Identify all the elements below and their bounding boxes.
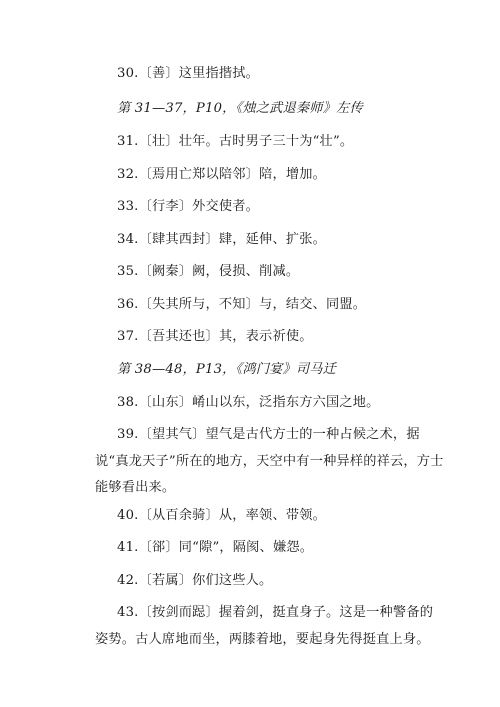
note-33: 33.〔行李〕外交使者。 (117, 199, 260, 214)
section-heading-31-37: 第 31—37，P10，《烛之武退秦师》左传 (117, 101, 363, 116)
note-30: 30.〔善〕这里指揩拭。 (117, 66, 260, 81)
note-31: 31.〔壮〕壮年。古时男子三十为“壮”。 (117, 134, 354, 149)
note-42: 42.〔若属〕你们这些人。 (117, 573, 273, 588)
note-39: 39.〔望其气〕望气是古代方士的一种占候之术，据说“真龙天子”所在的地方，天空中有一种异样的祥云，方士能够看出来。 (95, 427, 444, 495)
note-36: 36.〔失其所与，不知〕与，结交、同盟。 (117, 297, 367, 312)
section-heading-38-48: 第 38—48，P13，《鸿门宴》司马迁 (117, 362, 337, 377)
note-34: 34.〔肆其西封〕肆，延伸、扩张。 (117, 232, 326, 247)
note-41: 41.〔郤〕同“隙”，隔阂、嫌怨。 (117, 540, 314, 555)
note-43: 43.〔按剑而跽〕握着剑，挺直身子。这是一种警备的姿势。古人席地而坐，两膝着地，要起身先得挺直上身。 (95, 605, 434, 647)
note-37: 37.〔吾其还也〕其，表示祈使。 (117, 329, 313, 344)
note-35: 35.〔阙秦〕阙，侵损、削减。 (117, 264, 300, 279)
note-32: 32.〔焉用亡郑以陪邻〕陪，增加。 (117, 167, 326, 182)
note-38: 38.〔山东〕崤山以东，泛指东方六国之地。 (117, 395, 380, 410)
note-40: 40.〔从百余骑〕从，率领、带领。 (117, 508, 326, 523)
